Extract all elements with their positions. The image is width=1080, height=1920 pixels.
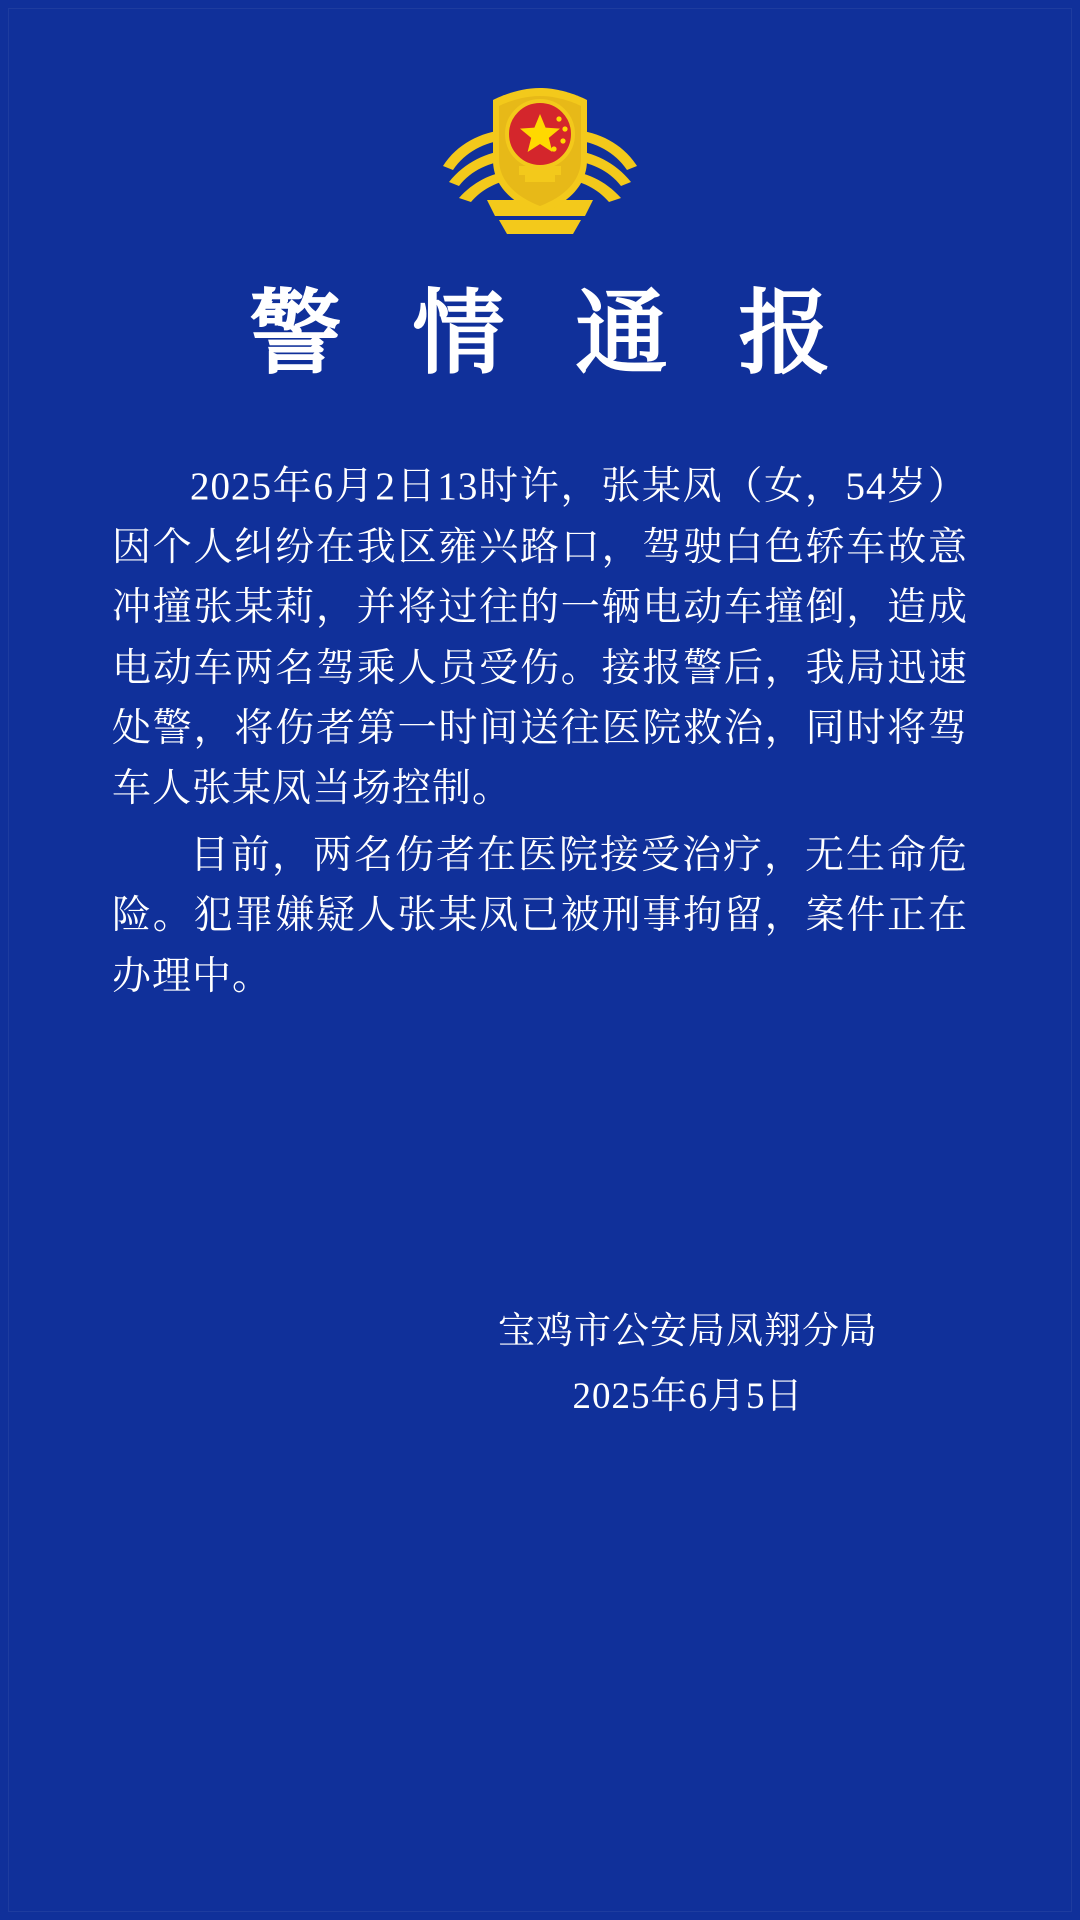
emblem-container bbox=[0, 0, 1080, 244]
notice-paragraph-2: 目前，两名伤者在医院接受治疗，无生命危险。犯罪嫌疑人张某凤已被刑事拘留，案件正在办理中。 bbox=[112, 833, 968, 998]
notice-paragraph-1: 2025年6月2日13时许，张某凤（女，54岁）因个人纠纷在我区雍兴路口，驾驶白色轿车故意冲撞张某莉，并将过往的一辆电动车撞倒，造成电动车两名驾乘人员受伤。接报警后，我局迅速处警，将伤者第一时间送往医院救治，同时将驾车人张某凤当场控制。 bbox=[112, 465, 968, 811]
issue-date: 2025年6月5日 bbox=[572, 1375, 804, 1417]
signature-block bbox=[408, 1300, 968, 1430]
issuing-authority: 宝鸡市公安局凤翔分局 bbox=[498, 1311, 878, 1352]
page-title: 警 情 通 报 bbox=[249, 283, 855, 385]
notice-body bbox=[112, 457, 968, 1007]
police-badge-emblem bbox=[435, 74, 645, 244]
